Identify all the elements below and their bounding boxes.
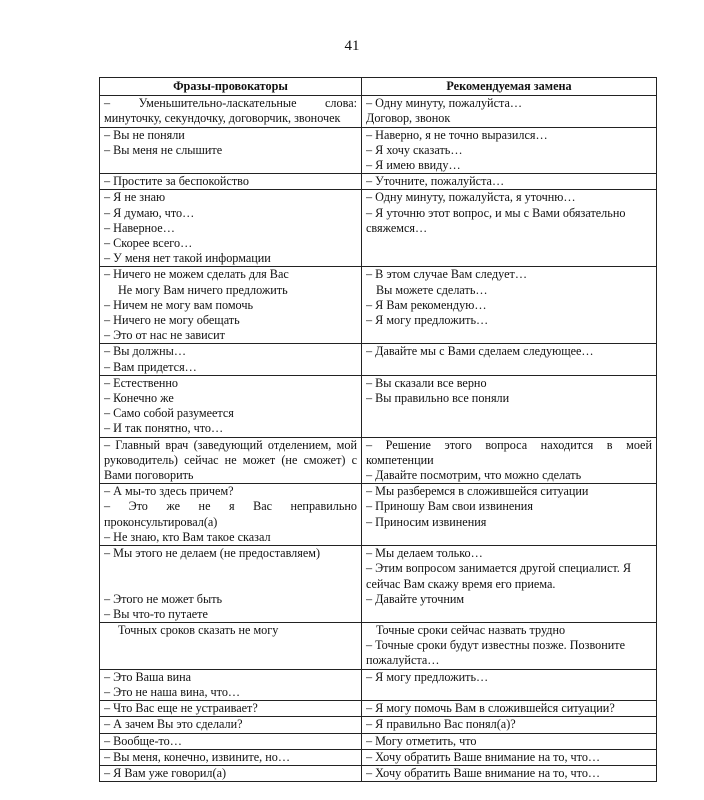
phrase-text: – Я правильно Вас понял(а)? — [366, 717, 516, 732]
table-row — [100, 546, 657, 623]
table-row — [100, 623, 657, 670]
phrase-text: – Вы не поняли — [104, 127, 185, 142]
phrase-text: – Этим вопросом занимается другой специалист. Я сейчас Вам скажу время его приема. — [366, 561, 631, 591]
phrase-text: – Этого не может быть — [104, 591, 223, 606]
page-number: 41 — [344, 38, 360, 54]
table-row — [100, 437, 657, 484]
phrase-text: – Вы правильно все поняли — [366, 391, 510, 406]
phrase-text: – Это же не я Вас неправильно проконсультировал(а) — [104, 499, 357, 529]
replacement-cell — [362, 701, 657, 717]
phrase-text: – Давайте уточним — [366, 591, 465, 606]
replacement-cell — [362, 733, 657, 749]
phrase-text: – Не знаю, кто Вам такое сказал — [104, 529, 271, 544]
phrase-text: – Мы разберемся в сложившейся ситуации — [366, 484, 589, 499]
phrase-text: Не могу Вам ничего предложить — [118, 282, 288, 297]
phrase-text: – Приносим извинения — [366, 514, 487, 529]
provocative-cell — [100, 701, 362, 717]
replacement-cell — [362, 344, 657, 375]
table-row — [100, 190, 657, 267]
phrase-text: – Вы меня не слышите — [104, 142, 223, 157]
table-row — [100, 267, 657, 344]
provocative-cell — [100, 669, 362, 700]
replacement-cell — [362, 669, 657, 700]
table-row — [100, 749, 657, 765]
provocative-cell — [100, 623, 362, 670]
phrase-text: – Давайте мы с Вами сделаем следующее… — [366, 344, 594, 359]
phrase-text: – Я Вам уже говорил(а) — [104, 765, 227, 780]
phrase-text: – У меня нет такой информации — [104, 251, 271, 266]
phrase-text: – Я Вам рекомендую… — [366, 297, 487, 312]
provocative-cell — [100, 127, 362, 174]
phrase-text: – Давайте посмотрим, что можно сделать — [366, 468, 582, 483]
provocative-cell — [100, 344, 362, 375]
phrase-text: – Естественно — [104, 375, 179, 390]
table-row — [100, 127, 657, 174]
phrase-text: – Это от нас не зависит — [104, 328, 225, 343]
phrase-text: – Решение этого вопроса находится в моей компетенции — [366, 437, 652, 467]
replacement-cell — [362, 546, 657, 623]
phrase-text: – Одну минуту, пожалуйста, я уточню… — [366, 190, 576, 205]
provocative-cell — [100, 174, 362, 190]
table-row — [100, 701, 657, 717]
phrase-text: – Точные сроки будут известны позже. Позвоните пожалуйста… — [366, 638, 626, 668]
table-row — [100, 344, 657, 375]
replacement-cell — [362, 765, 657, 781]
phrase-text: – Я уточню этот вопрос, и мы с Вами обязательно свяжемся… — [366, 205, 626, 235]
phrase-text: – А мы-то здесь причем? — [104, 484, 234, 499]
phrase-text: – Вы должны… — [104, 344, 187, 359]
phrase-text: – Наверно, я не точно выразился… — [366, 127, 548, 142]
phrase-text: – Приношу Вам свои извинения — [366, 499, 533, 514]
replacement-cell — [362, 437, 657, 484]
phrase-text: – Наверное… — [104, 220, 175, 235]
table-row — [100, 375, 657, 437]
table-header-row — [100, 78, 657, 96]
table-row — [100, 765, 657, 781]
phrase-text: – Я не знаю — [104, 190, 166, 205]
provocative-cell — [100, 484, 362, 546]
replacement-cell — [362, 375, 657, 437]
table-row — [100, 484, 657, 546]
phrase-text: – Уточните, пожалуйста… — [366, 174, 505, 189]
phrase-text: – Одну минуту, пожалуйста… — [366, 96, 523, 111]
phrase-text: – Могу отметить, что — [366, 733, 477, 748]
table-row — [100, 96, 657, 127]
phrase-text: – Конечно же — [104, 391, 174, 406]
provocative-cell — [100, 717, 362, 733]
provocative-cell — [100, 749, 362, 765]
phrase-text: – Ничего не могу обещать — [104, 313, 240, 328]
phrase-text: – Ничем не могу вам помочь — [104, 297, 254, 312]
replacement-cell — [362, 174, 657, 190]
phrase-text: Договор, звонок — [366, 111, 451, 126]
provocative-cell — [100, 375, 362, 437]
phrase-text: – Это не наша вина, что… — [104, 684, 241, 699]
phrase-text: – И так понятно, что… — [104, 421, 224, 436]
phrase-text: – Вы сказали все верно — [366, 375, 487, 390]
table-row — [100, 174, 657, 190]
replacement-cell — [362, 717, 657, 733]
header-provocative-phrases: Фразы-провокаторы — [100, 78, 362, 96]
phrase-text: – Ничего не можем сделать для Вас — [104, 267, 289, 282]
phrase-text: – Уменьшительно-ласкательные слова: минуточку, секундочку, договорчик, звоночек — [104, 96, 357, 126]
phrase-text: Точные сроки сейчас назвать трудно — [376, 623, 566, 638]
provocative-cell — [100, 765, 362, 781]
table-row — [100, 717, 657, 733]
phrase-text: – Это Ваша вина — [104, 669, 192, 684]
replacement-cell — [362, 96, 657, 127]
phrase-text: – Что Вас еще не устраивает? — [104, 701, 258, 716]
phrase-text: – Я могу предложить… — [366, 669, 489, 684]
provocative-cell — [100, 267, 362, 344]
phrase-text: – Я могу предложить… — [366, 313, 489, 328]
replacement-cell — [362, 267, 657, 344]
phrase-text: – Я могу помочь Вам в сложившейся ситуации? — [366, 701, 615, 716]
phrase-text: – Главный врач (заведующий отделением, мой руководитель) сейчас не может (не сможет) с Вами поговорить — [104, 437, 357, 483]
phrase-text: – Я хочу сказать… — [366, 142, 463, 157]
replacement-cell — [362, 484, 657, 546]
replacement-cell — [362, 190, 657, 267]
replacement-cell — [362, 127, 657, 174]
phrase-text: – Само собой разумеется — [104, 406, 234, 421]
phrase-text: – Вы что-то путаете — [104, 606, 208, 621]
phrase-text: Вы можете сделать… — [376, 282, 488, 297]
header-recommended-replacement: Рекомендуемая замена — [362, 78, 657, 96]
phrase-text: Точных сроков сказать не могу — [118, 623, 279, 638]
phrase-text: – Я имею ввиду… — [366, 158, 461, 173]
provocative-cell — [100, 96, 362, 127]
table-row — [100, 669, 657, 700]
phrase-text: – Хочу обратить Ваше внимание на то, что… — [366, 765, 601, 780]
phrase-text: – Простите за беспокойство — [104, 174, 249, 189]
phrase-text: – Вообще-то… — [104, 733, 182, 748]
table-row — [100, 733, 657, 749]
phrase-text: – Хочу обратить Ваше внимание на то, что… — [366, 749, 601, 764]
phrase-text: – В этом случае Вам следует… — [366, 267, 528, 282]
phrase-text: – Вы меня, конечно, извините, но… — [104, 749, 291, 764]
provocative-cell — [100, 190, 362, 267]
phrase-text: – Я думаю, что… — [104, 205, 195, 220]
replacement-cell — [362, 623, 657, 670]
provocative-cell — [100, 437, 362, 484]
phrase-text: – Вам придется… — [104, 359, 197, 374]
replacement-cell — [362, 749, 657, 765]
provocative-cell — [100, 546, 362, 623]
phrase-text: – Скорее всего… — [104, 236, 193, 251]
phrase-text: – Мы этого не делаем (не предоставляем) — [104, 546, 321, 561]
provocative-cell — [100, 733, 362, 749]
phrase-text: – А зачем Вы это сделали? — [104, 717, 243, 732]
phrases-table — [99, 77, 657, 782]
phrase-text: – Мы делаем только… — [366, 546, 483, 561]
